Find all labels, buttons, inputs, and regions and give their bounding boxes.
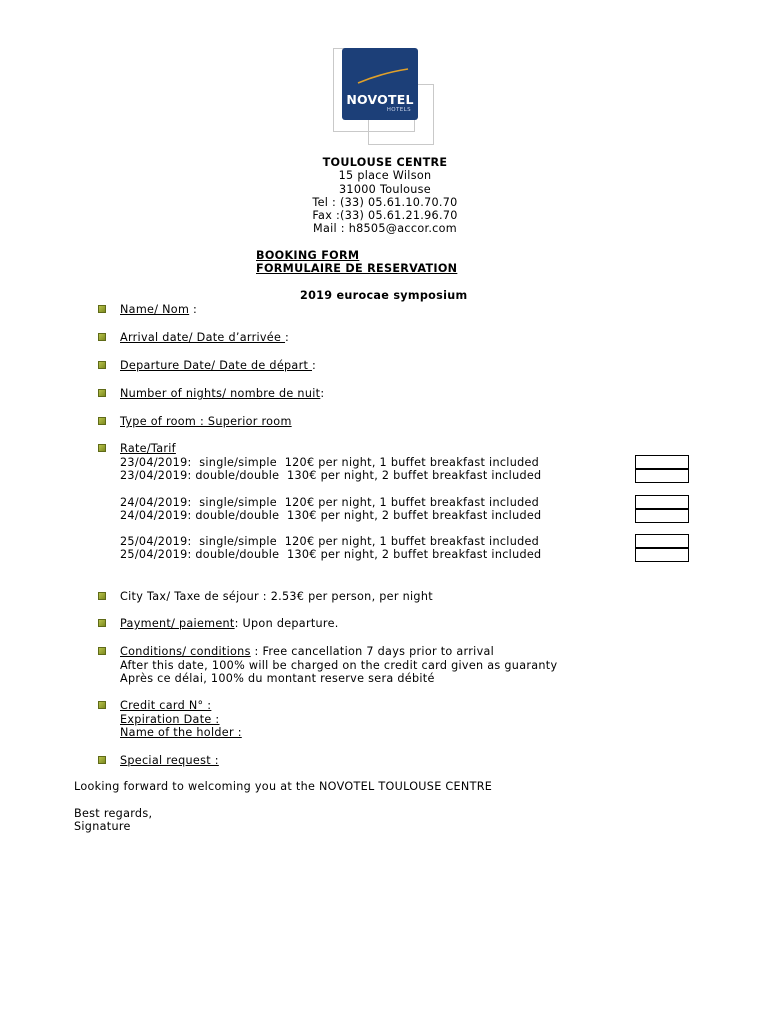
bullet-icon [98,361,106,369]
hotel-address-1: 15 place Wilson [338,169,432,182]
bullet-icon [98,592,106,600]
rate-checkbox[interactable] [635,469,689,483]
bullet-icon [98,333,106,341]
rate-checkbox[interactable] [635,509,689,523]
arrival-label: Arrival date/ Date d’arrivée [120,331,286,344]
arrival-field [120,331,289,344]
arrival-suffix: : [285,331,290,344]
novotel-logo [342,48,418,120]
event-name: 2019 eurocae symposium [300,289,468,302]
regards-text: Best regards, [74,807,153,820]
bullet-icon [98,756,106,764]
bullet-icon [98,389,106,397]
form-title-fr: FORMULAIRE DE RESERVATION [256,262,458,275]
bullet-icon [98,701,106,709]
rate-checkbox[interactable] [635,548,689,562]
nights-label: Number of nights/ nombre de nuit [120,387,321,400]
rate-checkbox[interactable] [635,495,689,509]
conditions-line-2: After this date, 100% will be charged on the credit card given as guaranty [120,659,558,672]
bullet-icon [98,444,106,452]
bullet-icon [98,647,106,655]
logo-name: NOVOTEL [346,92,414,107]
name-suffix: : [189,303,198,316]
hotel-mail: Mail : h8505@accor.com [313,222,457,235]
rate-line: 24/04/2019: single/simple 120€ per night, 1 buffet breakfast included [120,496,540,509]
departure-label: Departure Date/ Date de départ [120,359,313,372]
name-field [120,303,197,316]
credit-card-field: Credit card N° : [120,699,212,712]
city-tax: City Tax/ Taxe de séjour : 2.53€ per person, per night [120,590,433,603]
expiration-field: Expiration Date : [120,713,220,726]
holder-field: Name of the holder : [120,726,242,739]
rate-line: 25/04/2019: double/double 130€ per night, 2 buffet breakfast included [120,548,542,561]
rate-checkbox[interactable] [635,534,689,548]
payment-value: : Upon departure. [234,617,339,630]
hotel-name: TOULOUSE CENTRE [322,156,448,169]
logo-sub: HOTELS [386,107,411,113]
bullet-icon [98,619,106,627]
rate-line: 23/04/2019: single/simple 120€ per night, 1 buffet breakfast included [120,456,540,469]
payment-label: Payment/ paiement [120,617,235,630]
welcome-text: Looking forward to welcoming you at the NOVOTEL TOULOUSE CENTRE [74,780,493,793]
bullet-icon [98,417,106,425]
conditions-label: Conditions/ conditions [120,645,251,658]
departure-field [120,359,316,372]
rate-label: Rate/Tarif [120,442,176,455]
conditions-line-3: Après ce délai, 100% du montant reserve sera débité [120,672,435,685]
payment [120,617,339,630]
rate-line: 24/04/2019: double/double 130€ per night, 2 buffet breakfast included [120,509,542,522]
nights-suffix: : [320,387,325,400]
logo-swoosh-icon [342,48,418,92]
special-request-field: Special request : [120,754,219,767]
hotel-fax: Fax :(33) 05.61.21.96.70 [312,209,458,222]
rate-checkbox[interactable] [635,455,689,469]
nights-field [120,387,324,400]
room-type: Type of room : Superior room [120,415,292,428]
form-title-en: BOOKING FORM [256,249,360,262]
hotel-tel: Tel : (33) 05.61.10.70.70 [312,196,458,209]
signature-text: Signature [74,820,131,833]
rate-line: 23/04/2019: double/double 130€ per night, 2 buffet breakfast included [120,469,542,482]
departure-suffix: : [312,359,317,372]
conditions-value: : Free cancellation 7 days prior to arrival [250,645,495,658]
rate-line: 25/04/2019: single/simple 120€ per night, 1 buffet breakfast included [120,535,540,548]
conditions [120,645,494,658]
bullet-icon [98,305,106,313]
hotel-address-2: 31000 Toulouse [339,183,431,196]
name-label: Name/ Nom [120,303,190,316]
